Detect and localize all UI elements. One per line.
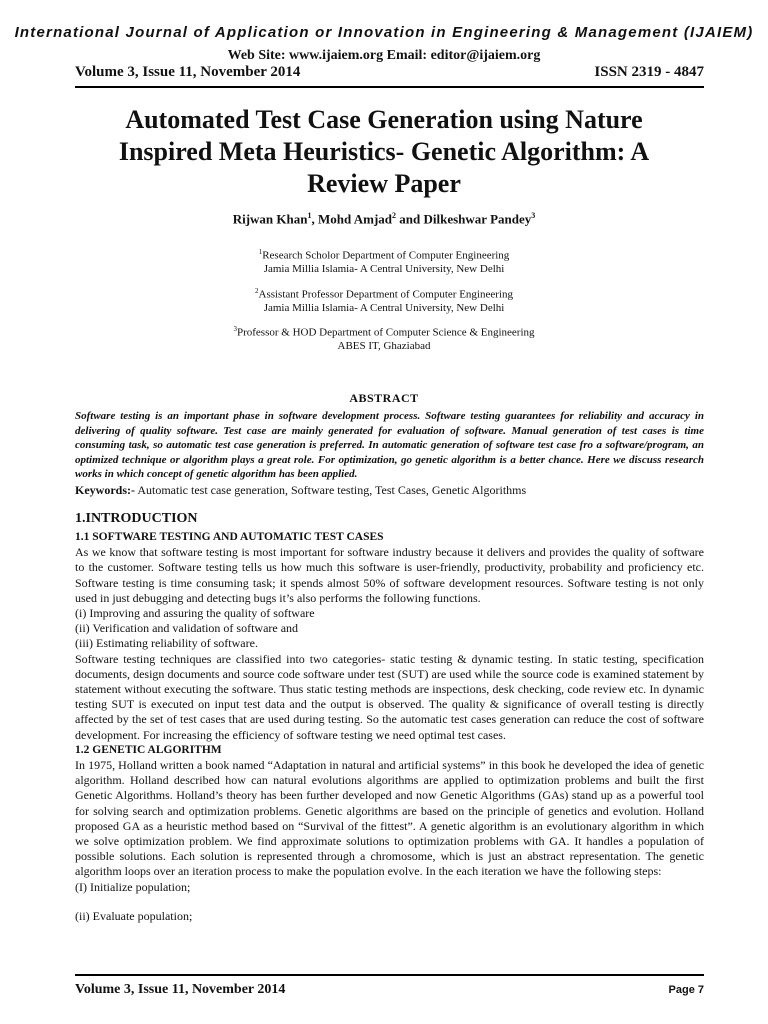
affiliation [0, 246, 768, 277]
affiliation [0, 285, 768, 316]
author-name: Dilkeshwar Pandey [423, 211, 532, 227]
abstract-text: Software testing is an important phase in software development process. Software testing guarantees for reliability and accuracy in delivering of quality software. Test case are mainly generated for evaluation of software. Manual generation of test cases is time consuming task, so automatic test case generation is preferred. In automatic generation of software test case fro a software/program, an optimized technique or algorithm plays a great role. For optimization, go genetic algorithm is a better chance. Here we discuss research works in which concept of genetic algorithm has been applied. [75, 410, 704, 481]
affil-line: ABES IT, Ghaziabad [337, 340, 431, 353]
author-affil-mark: 3 [531, 211, 536, 220]
list-item: (I) Initialize population; [75, 879, 191, 894]
keywords-label: Keywords:- [75, 483, 135, 497]
page-number: Page 7 [668, 984, 704, 996]
affil-line: Research Scholor Department of Computer Engineering [262, 249, 510, 262]
author-list [0, 211, 768, 227]
affiliation [0, 323, 768, 354]
paragraph: Software testing techniques are classified into two categories- static testing & dynamic testing. In static testing, specification documents, design documents and source code software under test (SUT) are used while the source code is examined statement by statement without executing the software. Thus static testing methods are inspections, desk checking, code review etc. In dynamic testing SUT is executed on input test data and the output is observed. The quality & significance of overall testing is directly affected by the set of test cases that are used during testing. So the automatic test cases generation can reduce the cost of software development. For increasing the efficiency of software testing we need optimal test cases. [75, 651, 704, 742]
affil-line: Professor & HOD Department of Computer Science & Engineering [236, 326, 535, 339]
footer-volume: Volume 3, Issue 11, November 2014 [75, 982, 286, 997]
footer-divider [75, 974, 704, 976]
subsection-heading: 1.2 GENETIC ALGORITHM [75, 743, 222, 756]
section-heading: 1.INTRODUCTION [75, 511, 198, 526]
author-affil-mark: 1 [307, 211, 312, 220]
subsection-heading: 1.1 SOFTWARE TESTING AND AUTOMATIC TEST CASES [75, 531, 384, 543]
list-item: (ii) Verification and validation of software and [75, 621, 299, 636]
keywords [75, 483, 704, 498]
list-item: (iii) Estimating reliability of software. [75, 636, 258, 651]
author-separator: , [311, 211, 318, 227]
header-divider [75, 86, 704, 88]
header-volume: Volume 3, Issue 11, November 2014 [75, 64, 301, 80]
title-line: Automated Test Case Generation using Nature [125, 105, 643, 134]
keywords-list: Automatic test case generation, Software testing, Test Cases, Genetic Algorithms [135, 483, 527, 497]
abstract-heading: ABSTRACT [349, 391, 419, 405]
affil-mark: 2 [255, 287, 259, 295]
paragraph: As we know that software testing is most important for software industry because it delivers and provides the quality of software to the customer. Software testing tells us how much this software is user-friendly, productivity, probability and proficiency etc. Software testing is time consuming task; it spends almost 50% of software development resources. Software testing is not only used in just debugging and detecting bugs it’s also performs the following functions. [75, 545, 704, 605]
author-name: Mohd Amjad [318, 211, 393, 227]
paper-title [80, 104, 688, 200]
title-line: Inspired Meta Heuristics- Genetic Algorithm: A [118, 137, 650, 166]
affil-line: Assistant Professor Department of Computer Engineering [258, 288, 513, 301]
affil-mark: 1 [258, 248, 263, 256]
journal-website: Web Site: www.ijaiem.org Email: editor@ijaiem.org [227, 48, 541, 63]
journal-name: International Journal of Application or Innovation in Engineering & Management (IJAIEM) [14, 24, 754, 41]
affil-line: Jamia Millia Islamia- A Central University, New Delhi [263, 302, 505, 315]
author-name: Rijwan Khan [232, 211, 308, 227]
title-line: Review Paper [307, 169, 461, 198]
affil-mark: 3 [233, 325, 237, 333]
body-text [75, 530, 704, 924]
spacer [75, 895, 704, 909]
header-issn: ISSN 2319 - 4847 [594, 64, 704, 80]
list-item: (ii) Evaluate population; [75, 908, 193, 923]
affil-line: Jamia Millia Islamia- A Central University, New Delhi [263, 263, 505, 276]
author-affil-mark: 2 [392, 211, 397, 220]
paragraph: In 1975, Holland written a book named “Adaptation in natural and artificial systems” in this book he developed the idea of genetic algorithm. Holland described how can natural evolutions algorithms are applied to optimization problems and built the first Genetic Algorithms. Holland’s theory has been further developed and now Genetic Algorithms (GAs) stand up as a powerful tool for solving search and optimization problems. Genetic algorithms are based on the principle of genetics and evolution. Holland proposed GA as a heuristic method based on “Survival of the fittest”. A genetic algorithm is an evolutionary algorithm in which we solve optimization problem. We find approximate solutions to optimization problems with GA. It handles a population of possible solutions. Each solution is represented through a chromosome, which is just an abstract representation. The genetic algorithm loops over an iteration process to make the population evolve. In the each iteration we have the following steps: [75, 758, 704, 879]
author-separator: and [396, 211, 424, 227]
list-item: (i) Improving and assuring the quality of software [75, 606, 315, 621]
